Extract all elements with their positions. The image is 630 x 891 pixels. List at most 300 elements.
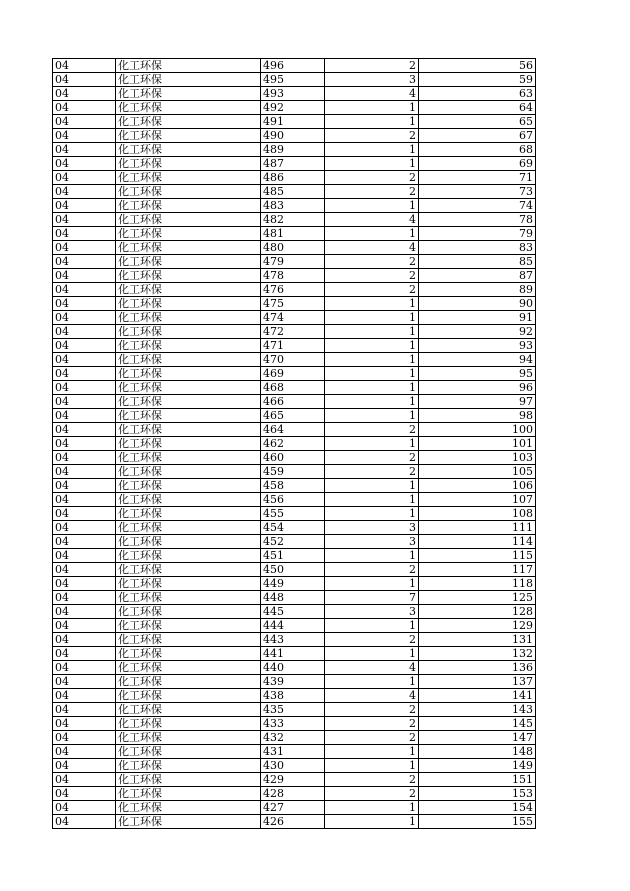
- cumulative-count-cell: 115: [419, 549, 536, 563]
- score-cell: 476: [261, 283, 325, 297]
- cumulative-count-cell: 73: [419, 185, 536, 199]
- table-row: [53, 101, 536, 115]
- cumulative-count-cell: 143: [419, 703, 536, 717]
- table-row: [53, 451, 536, 465]
- category-code-cell: 04: [53, 283, 116, 297]
- table-row: [53, 171, 536, 185]
- category-code-cell: 04: [53, 759, 116, 773]
- score-cell: 464: [261, 423, 325, 437]
- table-row: [53, 493, 536, 507]
- category-code-cell: 04: [53, 353, 116, 367]
- cumulative-count-cell: 114: [419, 535, 536, 549]
- score-cell: 454: [261, 521, 325, 535]
- count-cell: 1: [325, 801, 419, 815]
- count-cell: 2: [325, 451, 419, 465]
- cumulative-count-cell: 147: [419, 731, 536, 745]
- count-cell: 1: [325, 619, 419, 633]
- score-cell: 429: [261, 773, 325, 787]
- table-row: [53, 605, 536, 619]
- cumulative-count-cell: 106: [419, 479, 536, 493]
- major-name-cell: 化工环保: [116, 745, 261, 759]
- major-name-cell: 化工环保: [116, 619, 261, 633]
- table-row: [53, 353, 536, 367]
- major-name-cell: 化工环保: [116, 241, 261, 255]
- major-name-cell: 化工环保: [116, 563, 261, 577]
- major-name-cell: 化工环保: [116, 395, 261, 409]
- major-name-cell: 化工环保: [116, 311, 261, 325]
- table-row: [53, 801, 536, 815]
- major-name-cell: 化工环保: [116, 101, 261, 115]
- score-cell: 431: [261, 745, 325, 759]
- category-code-cell: 04: [53, 689, 116, 703]
- category-code-cell: 04: [53, 535, 116, 549]
- count-cell: 1: [325, 227, 419, 241]
- category-code-cell: 04: [53, 213, 116, 227]
- major-name-cell: 化工环保: [116, 381, 261, 395]
- count-cell: 2: [325, 185, 419, 199]
- score-cell: 466: [261, 395, 325, 409]
- category-code-cell: 04: [53, 129, 116, 143]
- table-row: [53, 283, 536, 297]
- count-cell: 2: [325, 423, 419, 437]
- table-row: [53, 717, 536, 731]
- table-row: [53, 591, 536, 605]
- major-name-cell: 化工环保: [116, 59, 261, 73]
- major-name-cell: 化工环保: [116, 549, 261, 563]
- count-cell: 3: [325, 535, 419, 549]
- category-code-cell: 04: [53, 115, 116, 129]
- cumulative-count-cell: 92: [419, 325, 536, 339]
- major-name-cell: 化工环保: [116, 633, 261, 647]
- cumulative-count-cell: 118: [419, 577, 536, 591]
- score-cell: 438: [261, 689, 325, 703]
- score-cell: 472: [261, 325, 325, 339]
- category-code-cell: 04: [53, 381, 116, 395]
- score-cell: 474: [261, 311, 325, 325]
- category-code-cell: 04: [53, 773, 116, 787]
- score-cell: 491: [261, 115, 325, 129]
- major-name-cell: 化工环保: [116, 493, 261, 507]
- count-cell: 7: [325, 591, 419, 605]
- score-cell: 486: [261, 171, 325, 185]
- cumulative-count-cell: 148: [419, 745, 536, 759]
- score-cell: 444: [261, 619, 325, 633]
- score-cell: 455: [261, 507, 325, 521]
- count-cell: 1: [325, 381, 419, 395]
- score-cell: 465: [261, 409, 325, 423]
- count-cell: 2: [325, 717, 419, 731]
- major-name-cell: 化工环保: [116, 731, 261, 745]
- count-cell: 1: [325, 437, 419, 451]
- score-cell: 478: [261, 269, 325, 283]
- major-name-cell: 化工环保: [116, 605, 261, 619]
- major-name-cell: 化工环保: [116, 591, 261, 605]
- table-row: [53, 129, 536, 143]
- count-cell: 3: [325, 73, 419, 87]
- table-row: [53, 465, 536, 479]
- major-name-cell: 化工环保: [116, 325, 261, 339]
- category-code-cell: 04: [53, 325, 116, 339]
- category-code-cell: 04: [53, 577, 116, 591]
- category-code-cell: 04: [53, 199, 116, 213]
- score-cell: 448: [261, 591, 325, 605]
- score-cell: 460: [261, 451, 325, 465]
- count-cell: 4: [325, 213, 419, 227]
- count-cell: 2: [325, 703, 419, 717]
- count-cell: 2: [325, 633, 419, 647]
- table-row: [53, 787, 536, 801]
- score-cell: 479: [261, 255, 325, 269]
- major-name-cell: 化工环保: [116, 647, 261, 661]
- cumulative-count-cell: 137: [419, 675, 536, 689]
- cumulative-count-cell: 125: [419, 591, 536, 605]
- table-row: [53, 73, 536, 87]
- cumulative-count-cell: 69: [419, 157, 536, 171]
- table-row: [53, 199, 536, 213]
- score-cell: 430: [261, 759, 325, 773]
- table-row: [53, 437, 536, 451]
- cumulative-count-cell: 67: [419, 129, 536, 143]
- table-row: [53, 367, 536, 381]
- major-name-cell: 化工环保: [116, 297, 261, 311]
- cumulative-count-cell: 105: [419, 465, 536, 479]
- count-cell: 2: [325, 59, 419, 73]
- cumulative-count-cell: 85: [419, 255, 536, 269]
- score-cell: 481: [261, 227, 325, 241]
- count-cell: 3: [325, 521, 419, 535]
- cumulative-count-cell: 63: [419, 87, 536, 101]
- cumulative-count-cell: 83: [419, 241, 536, 255]
- major-name-cell: 化工环保: [116, 423, 261, 437]
- table-row: [53, 689, 536, 703]
- table-row: [53, 297, 536, 311]
- table-row: [53, 479, 536, 493]
- score-cell: 445: [261, 605, 325, 619]
- score-cell: 427: [261, 801, 325, 815]
- count-cell: 1: [325, 549, 419, 563]
- count-cell: 1: [325, 311, 419, 325]
- cumulative-count-cell: 74: [419, 199, 536, 213]
- major-name-cell: 化工环保: [116, 353, 261, 367]
- score-cell: 449: [261, 577, 325, 591]
- score-cell: 452: [261, 535, 325, 549]
- major-name-cell: 化工环保: [116, 409, 261, 423]
- score-cell: 428: [261, 787, 325, 801]
- category-code-cell: 04: [53, 619, 116, 633]
- table-row: [53, 703, 536, 717]
- category-code-cell: 04: [53, 297, 116, 311]
- major-name-cell: 化工环保: [116, 689, 261, 703]
- cumulative-count-cell: 90: [419, 297, 536, 311]
- major-name-cell: 化工环保: [116, 199, 261, 213]
- table-row: [53, 745, 536, 759]
- count-cell: 2: [325, 465, 419, 479]
- count-cell: 4: [325, 241, 419, 255]
- table-row: [53, 731, 536, 745]
- count-cell: 1: [325, 157, 419, 171]
- cumulative-count-cell: 117: [419, 563, 536, 577]
- major-name-cell: 化工环保: [116, 87, 261, 101]
- cumulative-count-cell: 129: [419, 619, 536, 633]
- cumulative-count-cell: 101: [419, 437, 536, 451]
- count-cell: 2: [325, 129, 419, 143]
- cumulative-count-cell: 87: [419, 269, 536, 283]
- cumulative-count-cell: 79: [419, 227, 536, 241]
- category-code-cell: 04: [53, 185, 116, 199]
- table-row: [53, 143, 536, 157]
- category-code-cell: 04: [53, 675, 116, 689]
- table-row: [53, 647, 536, 661]
- table-row: [53, 311, 536, 325]
- count-cell: 1: [325, 101, 419, 115]
- category-code-cell: 04: [53, 73, 116, 87]
- category-code-cell: 04: [53, 563, 116, 577]
- cumulative-count-cell: 93: [419, 339, 536, 353]
- table-row: [53, 507, 536, 521]
- category-code-cell: 04: [53, 493, 116, 507]
- count-cell: 1: [325, 115, 419, 129]
- count-cell: 1: [325, 339, 419, 353]
- count-cell: 1: [325, 577, 419, 591]
- count-cell: 1: [325, 199, 419, 213]
- count-cell: 2: [325, 171, 419, 185]
- category-code-cell: 04: [53, 507, 116, 521]
- cumulative-count-cell: 100: [419, 423, 536, 437]
- count-cell: 1: [325, 409, 419, 423]
- cumulative-count-cell: 155: [419, 815, 536, 829]
- major-name-cell: 化工环保: [116, 129, 261, 143]
- category-code-cell: 04: [53, 717, 116, 731]
- category-code-cell: 04: [53, 465, 116, 479]
- score-cell: 439: [261, 675, 325, 689]
- count-cell: 1: [325, 675, 419, 689]
- cumulative-count-cell: 128: [419, 605, 536, 619]
- count-cell: 1: [325, 815, 419, 829]
- major-name-cell: 化工环保: [116, 717, 261, 731]
- table-row: [53, 87, 536, 101]
- cumulative-count-cell: 145: [419, 717, 536, 731]
- category-code-cell: 04: [53, 731, 116, 745]
- count-cell: 1: [325, 759, 419, 773]
- major-name-cell: 化工环保: [116, 577, 261, 591]
- count-cell: 2: [325, 731, 419, 745]
- major-name-cell: 化工环保: [116, 787, 261, 801]
- category-code-cell: 04: [53, 451, 116, 465]
- category-code-cell: 04: [53, 395, 116, 409]
- category-code-cell: 04: [53, 423, 116, 437]
- category-code-cell: 04: [53, 339, 116, 353]
- category-code-cell: 04: [53, 311, 116, 325]
- cumulative-count-cell: 151: [419, 773, 536, 787]
- cumulative-count-cell: 65: [419, 115, 536, 129]
- table-row: [53, 577, 536, 591]
- score-cell: 487: [261, 157, 325, 171]
- category-code-cell: 04: [53, 171, 116, 185]
- cumulative-count-cell: 141: [419, 689, 536, 703]
- score-cell: 432: [261, 731, 325, 745]
- cumulative-count-cell: 56: [419, 59, 536, 73]
- table-row: [53, 115, 536, 129]
- cumulative-count-cell: 89: [419, 283, 536, 297]
- score-cell: 471: [261, 339, 325, 353]
- table-body: [53, 59, 536, 829]
- category-code-cell: 04: [53, 745, 116, 759]
- table-row: [53, 213, 536, 227]
- category-code-cell: 04: [53, 143, 116, 157]
- category-code-cell: 04: [53, 241, 116, 255]
- score-cell: 483: [261, 199, 325, 213]
- category-code-cell: 04: [53, 661, 116, 675]
- category-code-cell: 04: [53, 157, 116, 171]
- major-name-cell: 化工环保: [116, 759, 261, 773]
- major-name-cell: 化工环保: [116, 73, 261, 87]
- category-code-cell: 04: [53, 633, 116, 647]
- score-cell: 475: [261, 297, 325, 311]
- cumulative-count-cell: 64: [419, 101, 536, 115]
- score-cell: 490: [261, 129, 325, 143]
- category-code-cell: 04: [53, 591, 116, 605]
- category-code-cell: 04: [53, 269, 116, 283]
- major-name-cell: 化工环保: [116, 507, 261, 521]
- category-code-cell: 04: [53, 521, 116, 535]
- cumulative-count-cell: 153: [419, 787, 536, 801]
- count-cell: 1: [325, 507, 419, 521]
- score-cell: 482: [261, 213, 325, 227]
- score-cell: 489: [261, 143, 325, 157]
- table-row: [53, 157, 536, 171]
- cumulative-count-cell: 68: [419, 143, 536, 157]
- score-cell: 456: [261, 493, 325, 507]
- count-cell: 2: [325, 269, 419, 283]
- count-cell: 2: [325, 787, 419, 801]
- major-name-cell: 化工环保: [116, 367, 261, 381]
- major-name-cell: 化工环保: [116, 801, 261, 815]
- table-row: [53, 773, 536, 787]
- cumulative-count-cell: 136: [419, 661, 536, 675]
- count-cell: 1: [325, 745, 419, 759]
- category-code-cell: 04: [53, 437, 116, 451]
- category-code-cell: 04: [53, 801, 116, 815]
- count-cell: 2: [325, 563, 419, 577]
- cumulative-count-cell: 91: [419, 311, 536, 325]
- count-cell: 2: [325, 283, 419, 297]
- table-row: [53, 661, 536, 675]
- table-row: [53, 395, 536, 409]
- score-distribution-table: [52, 58, 536, 829]
- major-name-cell: 化工环保: [116, 465, 261, 479]
- count-cell: 2: [325, 773, 419, 787]
- table-row: [53, 563, 536, 577]
- cumulative-count-cell: 107: [419, 493, 536, 507]
- major-name-cell: 化工环保: [116, 143, 261, 157]
- table-row: [53, 619, 536, 633]
- category-code-cell: 04: [53, 479, 116, 493]
- table-row: [53, 381, 536, 395]
- major-name-cell: 化工环保: [116, 437, 261, 451]
- score-cell: 469: [261, 367, 325, 381]
- cumulative-count-cell: 111: [419, 521, 536, 535]
- table-row: [53, 815, 536, 829]
- cumulative-count-cell: 103: [419, 451, 536, 465]
- score-cell: 450: [261, 563, 325, 577]
- count-cell: 1: [325, 325, 419, 339]
- category-code-cell: 04: [53, 787, 116, 801]
- category-code-cell: 04: [53, 101, 116, 115]
- table-row: [53, 59, 536, 73]
- score-cell: 485: [261, 185, 325, 199]
- major-name-cell: 化工环保: [116, 815, 261, 829]
- category-code-cell: 04: [53, 549, 116, 563]
- major-name-cell: 化工环保: [116, 339, 261, 353]
- score-cell: 426: [261, 815, 325, 829]
- category-code-cell: 04: [53, 227, 116, 241]
- count-cell: 1: [325, 367, 419, 381]
- major-name-cell: 化工环保: [116, 675, 261, 689]
- cumulative-count-cell: 97: [419, 395, 536, 409]
- score-cell: 458: [261, 479, 325, 493]
- table-row: [53, 227, 536, 241]
- cumulative-count-cell: 132: [419, 647, 536, 661]
- score-cell: 462: [261, 437, 325, 451]
- cumulative-count-cell: 131: [419, 633, 536, 647]
- table-row: [53, 549, 536, 563]
- table-row: [53, 423, 536, 437]
- table-row: [53, 255, 536, 269]
- cumulative-count-cell: 96: [419, 381, 536, 395]
- score-cell: 492: [261, 101, 325, 115]
- major-name-cell: 化工环保: [116, 703, 261, 717]
- score-cell: 451: [261, 549, 325, 563]
- score-cell: 495: [261, 73, 325, 87]
- table-row: [53, 269, 536, 283]
- count-cell: 1: [325, 297, 419, 311]
- major-name-cell: 化工环保: [116, 521, 261, 535]
- major-name-cell: 化工环保: [116, 255, 261, 269]
- cumulative-count-cell: 149: [419, 759, 536, 773]
- table-row: [53, 409, 536, 423]
- major-name-cell: 化工环保: [116, 773, 261, 787]
- cumulative-count-cell: 59: [419, 73, 536, 87]
- score-cell: 433: [261, 717, 325, 731]
- major-name-cell: 化工环保: [116, 115, 261, 129]
- major-name-cell: 化工环保: [116, 535, 261, 549]
- score-cell: 440: [261, 661, 325, 675]
- major-name-cell: 化工环保: [116, 213, 261, 227]
- table-row: [53, 325, 536, 339]
- major-name-cell: 化工环保: [116, 227, 261, 241]
- count-cell: 1: [325, 479, 419, 493]
- major-name-cell: 化工环保: [116, 269, 261, 283]
- table-row: [53, 759, 536, 773]
- cumulative-count-cell: 108: [419, 507, 536, 521]
- category-code-cell: 04: [53, 647, 116, 661]
- table-row: [53, 535, 536, 549]
- category-code-cell: 04: [53, 409, 116, 423]
- table-row: [53, 633, 536, 647]
- score-cell: 435: [261, 703, 325, 717]
- table-row: [53, 675, 536, 689]
- category-code-cell: 04: [53, 367, 116, 381]
- count-cell: 1: [325, 353, 419, 367]
- score-cell: 459: [261, 465, 325, 479]
- count-cell: 4: [325, 661, 419, 675]
- score-cell: 496: [261, 59, 325, 73]
- major-name-cell: 化工环保: [116, 283, 261, 297]
- category-code-cell: 04: [53, 815, 116, 829]
- count-cell: 1: [325, 395, 419, 409]
- major-name-cell: 化工环保: [116, 185, 261, 199]
- count-cell: 2: [325, 255, 419, 269]
